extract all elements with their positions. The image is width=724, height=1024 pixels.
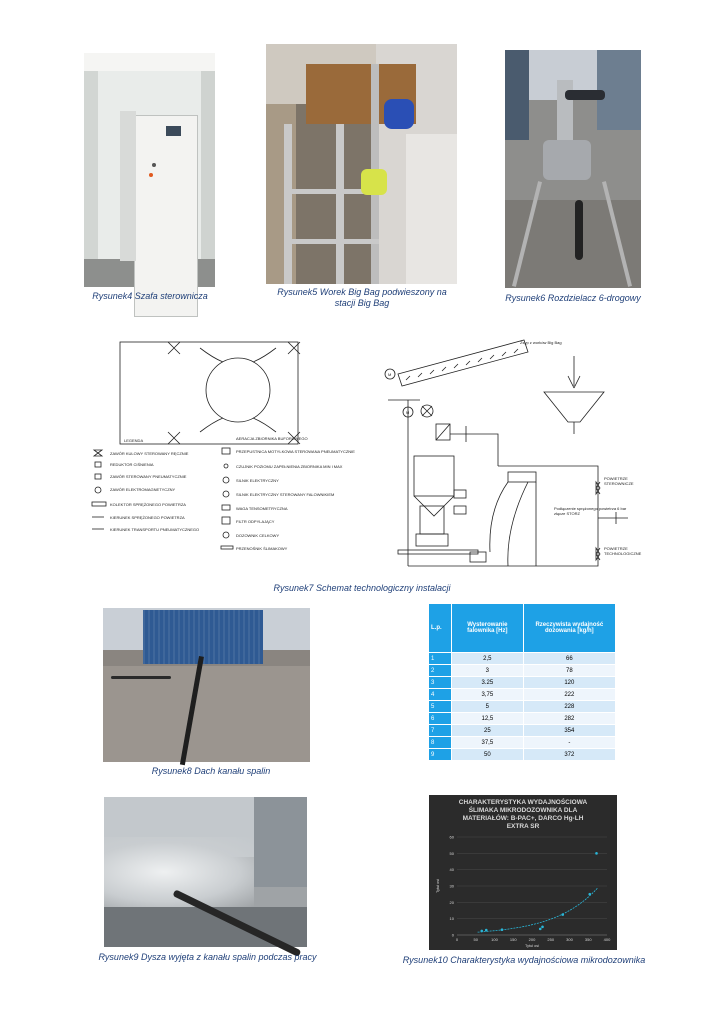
chart-x-tick-label: 400 — [603, 937, 611, 942]
fig8-caption: Rysunek8 Dach kanału spalin — [151, 766, 271, 776]
bigbag-label: Zsyp z worków Big Bag — [520, 340, 562, 345]
svg-text:ZAWÓR KULOWY STEROWANY RĘCZNIE: ZAWÓR KULOWY STEROWANY RĘCZNIE — [110, 451, 189, 456]
svg-text:DOZOWNIK CELKOWY: DOZOWNIK CELKOWY — [236, 533, 280, 538]
label-control-air-1: POWIETRZE — [604, 476, 628, 481]
chart-point — [541, 926, 544, 929]
fig10-caption: Rysunek10 Charakterystyka wydajnościowa mikrodozownika — [402, 955, 646, 965]
chart-point — [485, 929, 488, 932]
chart-x-axis-title: Tytuł osi — [525, 944, 539, 948]
svg-text:M: M — [388, 372, 392, 377]
chart-panel — [429, 795, 617, 950]
photo-distributor — [505, 50, 641, 288]
fig7-caption: Rysunek7 Schemat technologiczny instalacji — [273, 583, 451, 593]
chart-x-tick-label: 50 — [473, 937, 478, 942]
photo-nozzle-in-operation — [104, 797, 307, 947]
svg-text:ZAWÓR ELEKTROMAGNETYCZNY: ZAWÓR ELEKTROMAGNETYCZNY — [110, 487, 176, 492]
photo-control-cabinet — [84, 53, 215, 287]
chart-trendline — [478, 888, 598, 932]
chart-y-tick-label: 50 — [449, 850, 454, 856]
chart-y-tick-label: 40 — [449, 867, 454, 873]
table-row: 1 2,5 66 — [429, 653, 616, 665]
technological-schematic — [88, 330, 642, 575]
table-row: 7 25 354 — [429, 725, 616, 737]
label-connection-1: Podłączenie sprężonego powietrza 6 bar — [554, 506, 627, 511]
chart-title: CHARAKTERYSTYKA WYDAJNOŚCIOWA ŚLIMAKA MIKRODOZOWNIKA DLA MATERIAŁÓW: B-PAC+, DARCO Hg-LH EXTRA SR — [458, 799, 588, 830]
table-row: 5 5 228 — [429, 701, 616, 713]
buffer-tank — [414, 456, 454, 496]
svg-text:PRZENOŚNIK ŚLIMAKOWY: PRZENOŚNIK ŚLIMAKOWY — [236, 546, 288, 551]
chart-point — [501, 928, 504, 931]
chart-x-tick-label: 250 — [547, 937, 555, 942]
svg-text:AERACJA ZBIORNIKA BUFOROWEGO: AERACJA ZBIORNIKA BUFOROWEGO — [236, 436, 308, 441]
legend-left-column — [92, 450, 199, 532]
svg-text:KIERUNEK TRANSPORTU PNEUMATYCZ: KIERUNEK TRANSPORTU PNEUMATYCZNEGO — [110, 527, 200, 532]
fig6-caption: Rysunek6 Rozdzielacz 6-drogowy — [505, 293, 641, 303]
chart-plot — [429, 795, 617, 950]
chart-point — [561, 913, 564, 916]
screw-conveyor — [398, 340, 528, 386]
pneumatic-loop-vessel — [206, 358, 270, 422]
svg-text:M: M — [406, 410, 410, 415]
label-control-air-2: STEROWNICZE — [604, 481, 634, 486]
svg-text:PRZEPUSTNICA MOTYLKOWA STEROWA: PRZEPUSTNICA MOTYLKOWA STEROWANA PNEUMATYCZNIE — [236, 449, 355, 454]
chart-x-tick-label: 100 — [491, 937, 498, 942]
air-collector — [508, 472, 536, 482]
svg-text:SILNIK ELEKTRYCZNY: SILNIK ELEKTRYCZNY — [236, 478, 279, 483]
photo-flue-duct-roof — [103, 608, 310, 762]
chart-x-tick-label: 200 — [528, 937, 536, 942]
legend-right-column — [221, 436, 355, 551]
chart-x-tick-label: 150 — [509, 937, 517, 942]
svg-text:FILTR ODPYLAJĄCY: FILTR ODPYLAJĄCY — [236, 519, 275, 524]
legend-title: LEGENDA — [124, 438, 144, 443]
chart-point — [588, 893, 591, 896]
chart-y-tick-label: 0 — [451, 932, 454, 938]
label-process-air-2: TECHNOLOGICZNE — [604, 551, 642, 556]
svg-text:ZAWÓR STEROWANY PNEUMATYCZNIE: ZAWÓR STEROWANY PNEUMATYCZNIE — [110, 474, 187, 479]
fig9-caption: Rysunek9 Dysza wyjęta z kanału spalin podczas pracy — [98, 952, 317, 962]
fig5-caption-line2: stacji Big Bag — [334, 298, 390, 308]
table-row: 3 3.25 120 — [429, 677, 616, 689]
svg-text:WAGA TENSOMETRYCZNA: WAGA TENSOMETRYCZNA — [236, 506, 288, 511]
label-process-air-1: POWIETRZE — [604, 546, 628, 551]
fig4-caption: Rysunek4 Szafa sterownicza — [92, 291, 208, 301]
svg-text:KOLEKTOR SPRĘŻONEGO POWIETRZA: KOLEKTOR SPRĘŻONEGO POWIETRZA — [110, 502, 186, 507]
label-connection-2: złącze STORZ — [554, 511, 580, 516]
table-row: 8 37,5 - — [429, 737, 616, 749]
fig5-caption-line1: Rysunek5 Worek Big Bag podwieszony na — [277, 287, 447, 297]
chart-x-tick-label: 300 — [566, 937, 573, 942]
table-header-throughput: Rzeczywista wydajność dozowania [kg/h] — [523, 604, 615, 653]
table-row: 6 12,5 282 — [429, 713, 616, 725]
svg-text:REDUKTOR CIŚNIENIA: REDUKTOR CIŚNIENIA — [110, 462, 154, 467]
svg-text:CZUJNIK POZIOMU ZAPEŁNIENIA ZB: CZUJNIK POZIOMU ZAPEŁNIENIA ZBIORNIKA MIN I MAX — [236, 464, 343, 469]
chart-point — [480, 930, 483, 933]
frequency-throughput-table — [428, 603, 616, 761]
chart-y-tick-label: 10 — [449, 916, 454, 922]
chart-y-tick-label: 60 — [449, 834, 454, 840]
table-row: 4 3,75 222 — [429, 689, 616, 701]
table-header-lp: L.p. — [429, 604, 452, 653]
table-row: 2 3 78 — [429, 665, 616, 677]
chart-y-tick-label: 30 — [449, 883, 454, 889]
chart-point — [595, 852, 598, 855]
chart-x-tick-label: 350 — [584, 937, 592, 942]
chart-point — [539, 928, 542, 931]
chart-y-axis-title: Tytuł osi — [436, 879, 440, 893]
table-row: 9 50 372 — [429, 749, 616, 761]
svg-text:SILNIK ELEKTRYCZNY STEROWANY F: SILNIK ELEKTRYCZNY STEROWANY FALOWNIKIEM — [236, 492, 335, 497]
photo-big-bag-station — [266, 44, 457, 284]
table-header-frequency: Wysterowanie falownika [Hz] — [452, 604, 524, 653]
svg-text:KIERUNEK SPRĘŻONEGO POWIETRZA: KIERUNEK SPRĘŻONEGO POWIETRZA — [110, 515, 185, 520]
bigbag-hopper — [544, 392, 604, 422]
chart-x-tick-label: 0 — [455, 937, 459, 942]
chart-y-tick-label: 20 — [449, 899, 454, 905]
